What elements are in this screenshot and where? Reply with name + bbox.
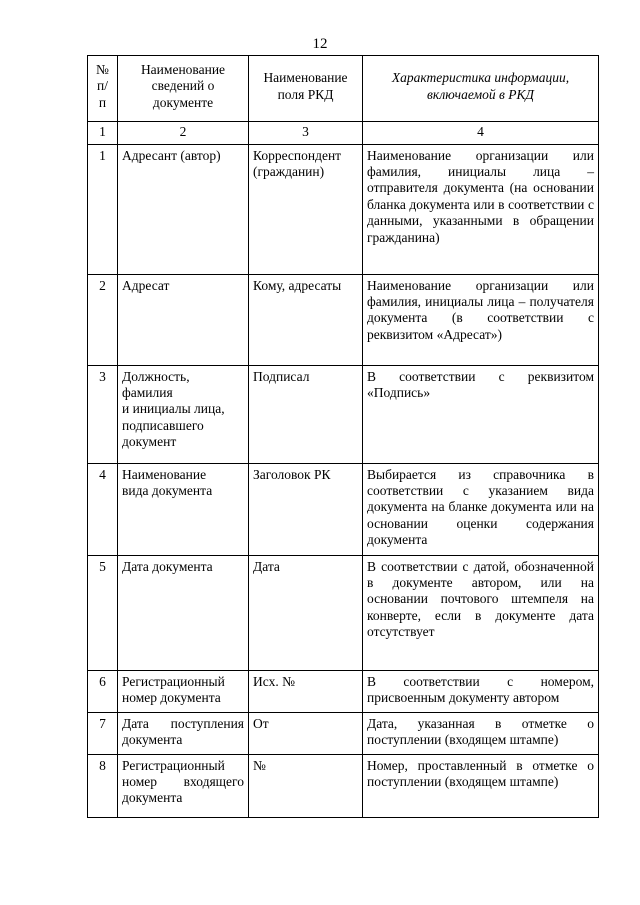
table-header-row — [88, 56, 599, 122]
table-row — [88, 144, 599, 274]
field-name-cell: № — [249, 754, 363, 817]
field-name-cell: Подписал — [249, 365, 363, 463]
field-name-cell: Заголовок РК — [249, 463, 363, 555]
row-number: 6 — [88, 670, 118, 712]
description-cell: Номер, проставленный в отметке о поступлении (входящем штампе) — [363, 754, 599, 817]
header-field-name: Наименование поля РКД — [249, 56, 363, 122]
header-number: № п/ п — [88, 56, 118, 122]
field-name-cell: Дата — [249, 555, 363, 670]
info-name-cell: Регистрационный номер входящего документа — [118, 754, 249, 817]
column-number: 2 — [118, 122, 249, 144]
info-name-cell: Адресат — [118, 274, 249, 365]
description-cell: Наименование организации или фамилия, инициалы лица – получателя документа (в соответствии с реквизитом «Адресат») — [363, 274, 599, 365]
page-number: 12 — [312, 36, 328, 52]
description-cell: Наименование организации или фамилия, инициалы лица – отправителя документа (на основании бланка документа или в соответствии с данными, указанными в обращении гражданина) — [363, 144, 599, 274]
description-cell: В соответствии с номером, присвоенным документу автором — [363, 670, 599, 712]
description-cell: Выбирается из справочника в соответствии с указанием вида документа на бланке документа или на основании оценки содержания документа — [363, 463, 599, 555]
header-characteristic: Характеристика информации, включаемой в РКД — [363, 56, 599, 122]
info-name-cell: Должность, фамилия и инициалы лица, подписавшего документ — [118, 365, 249, 463]
field-name-cell: Корреспондент (гражданин) — [249, 144, 363, 274]
info-name-cell: Наименование вида документа — [118, 463, 249, 555]
column-number: 3 — [249, 122, 363, 144]
header-info-name: Наименование сведений о документе — [118, 56, 249, 122]
description-cell: В соответствии с датой, обозначенной в документе автором, или на основании почтового штемпеля на конверте, если в документе дата отсутствует — [363, 555, 599, 670]
row-number: 8 — [88, 754, 118, 817]
table-row — [88, 463, 599, 555]
info-name-cell: Регистрационный номер документа — [118, 670, 249, 712]
column-number: 1 — [88, 122, 118, 144]
table-row — [88, 670, 599, 712]
table-row — [88, 754, 599, 817]
document-fields-table — [87, 55, 599, 818]
table-row — [88, 365, 599, 463]
description-cell: В соответствии с реквизитом «Подпись» — [363, 365, 599, 463]
row-number: 4 — [88, 463, 118, 555]
field-name-cell: От — [249, 712, 363, 754]
table-row — [88, 274, 599, 365]
table-row — [88, 555, 599, 670]
row-number: 1 — [88, 144, 118, 274]
table-row — [88, 712, 599, 754]
row-number: 3 — [88, 365, 118, 463]
info-name-cell: Дата документа — [118, 555, 249, 670]
info-name-cell: Адресант (автор) — [118, 144, 249, 274]
field-name-cell: Исх. № — [249, 670, 363, 712]
column-number: 4 — [363, 122, 599, 144]
column-number-row — [88, 122, 599, 144]
row-number: 2 — [88, 274, 118, 365]
row-number: 7 — [88, 712, 118, 754]
info-name-cell: Дата поступления документа — [118, 712, 249, 754]
description-cell: Дата, указанная в отметке о поступлении (входящем штампе) — [363, 712, 599, 754]
field-name-cell: Кому, адресаты — [249, 274, 363, 365]
row-number: 5 — [88, 555, 118, 670]
